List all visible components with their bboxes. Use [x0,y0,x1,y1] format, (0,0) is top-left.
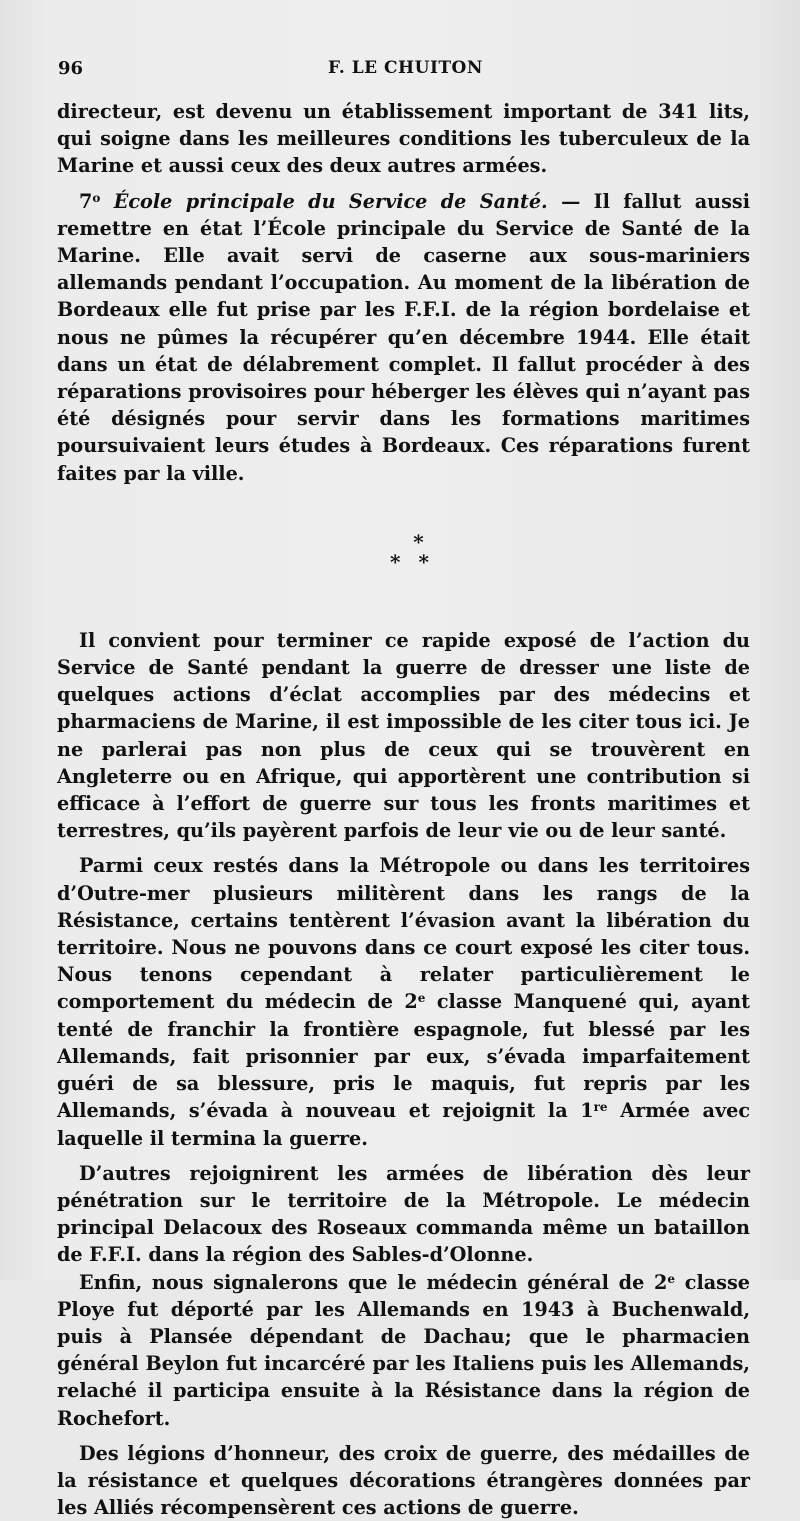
running-head: F. LE CHUITON [328,58,483,78]
paragraph-armees-liberation: D’autres rejoignirent les armées de libération dès leur pénétration sur le territoire de la Métropole. Le médecin principal Delacoux des Roseaux commanda même un bataillon de F.F.I. dans la région des Sables-d’Olonne. [57,1161,750,1267]
paragraph-resistance: Parmi ceux restés dans la Métropole ou dans les territoires d’Outre-mer plusieurs militèrent dans les rangs de la Résistance, certains tentèrent l’évasion avant la libération du territoire. Nous ne pouvons dans ce court exposé les citer tous. Nous tenons cependant à relater particulièrement le comportement du médecin de 2e classe Manquené qui, ayant tenté de franchir la frontière espagnole, fut blessé par les Allemands, fait prisonnier par eux, s’évada imparfaitement guéri de sa blessure, pris le maquis, fut repris par les Allemands, s’évada à nouveau et rejoignit la 1re Armée avec laquelle il termina la guerre. [57,854,751,1150]
page-number: 96 [58,58,84,79]
section-text: — Il fallut aussi remettre en état l’École principale du Service de Santé de la Marine. Elle avait servi de caserne aux sous-mariniers allemands pendant l’occupation. Au moment de la libération de Bordeaux elle fut prise par les F.F.I. de la région bordelaise et nous ne pûmes la récupérer qu’en décembre 1944. Elle était dans un état de délabrement complet. Il fallut procéder à des réparations provisoires pour héberger les élèves qui n’ayant pas été désignés pour servir dans les formations maritimes poursuivaient leurs études à Bordeaux. Ces réparations furent faites par la ville. [57,189,750,485]
body-text [57,98,750,1521]
asterism-separator: * ** [390,529,447,574]
paragraph-actions-eclat: Il convient pour terminer ce rapide exposé de l’action du Service de Santé pendant la guerre de dresser une liste de quelques actions d’éclat accomplies par des médecins et pharmaciens de Marine, il est impossible de les citer tous ici. Je ne parlerai pas non plus de ceux qui se trouvèrent en Angleterre ou en Afrique, qui apportèrent une contribution si efficace à l’effort de guerre sur tous les fronts maritimes et terrestres, qu’ils payèrent parfois de leur vie ou de leur santé. [57,628,750,843]
paragraph-continuation: directeur, est devenu un établissement important de 341 lits, qui soigne dans les meilleures conditions les tuberculeux de la Marine et aussi ceux des deux autres armées. [57,100,750,178]
paragraph-deportation: Enfin, nous signalerons que le médecin général de 2e classe Ploye fut déporté par les Allemands en 1943 à Buchenwald, puis à Plansée dépendant de Dachau; que le pharmacien général Beylon fut incarcéré par les Italiens puis les Allemands, relaché il participa ensuite à la Résistance dans la région de Rochefort. [57,1270,750,1430]
section-number: 7 [79,189,93,213]
paragraph-decorations: Des légions d’honneur, des croix de guerre, des médailles de la résistance et quelques décorations étrangères données par les Alliés récompensèrent ces actions de guerre. [57,1441,750,1520]
paragraph-ecole-principale [57,188,750,487]
section-number-ordinal: o [92,190,101,205]
section-title: École principale du Service de Santé. [113,189,548,213]
page-header [58,58,750,86]
